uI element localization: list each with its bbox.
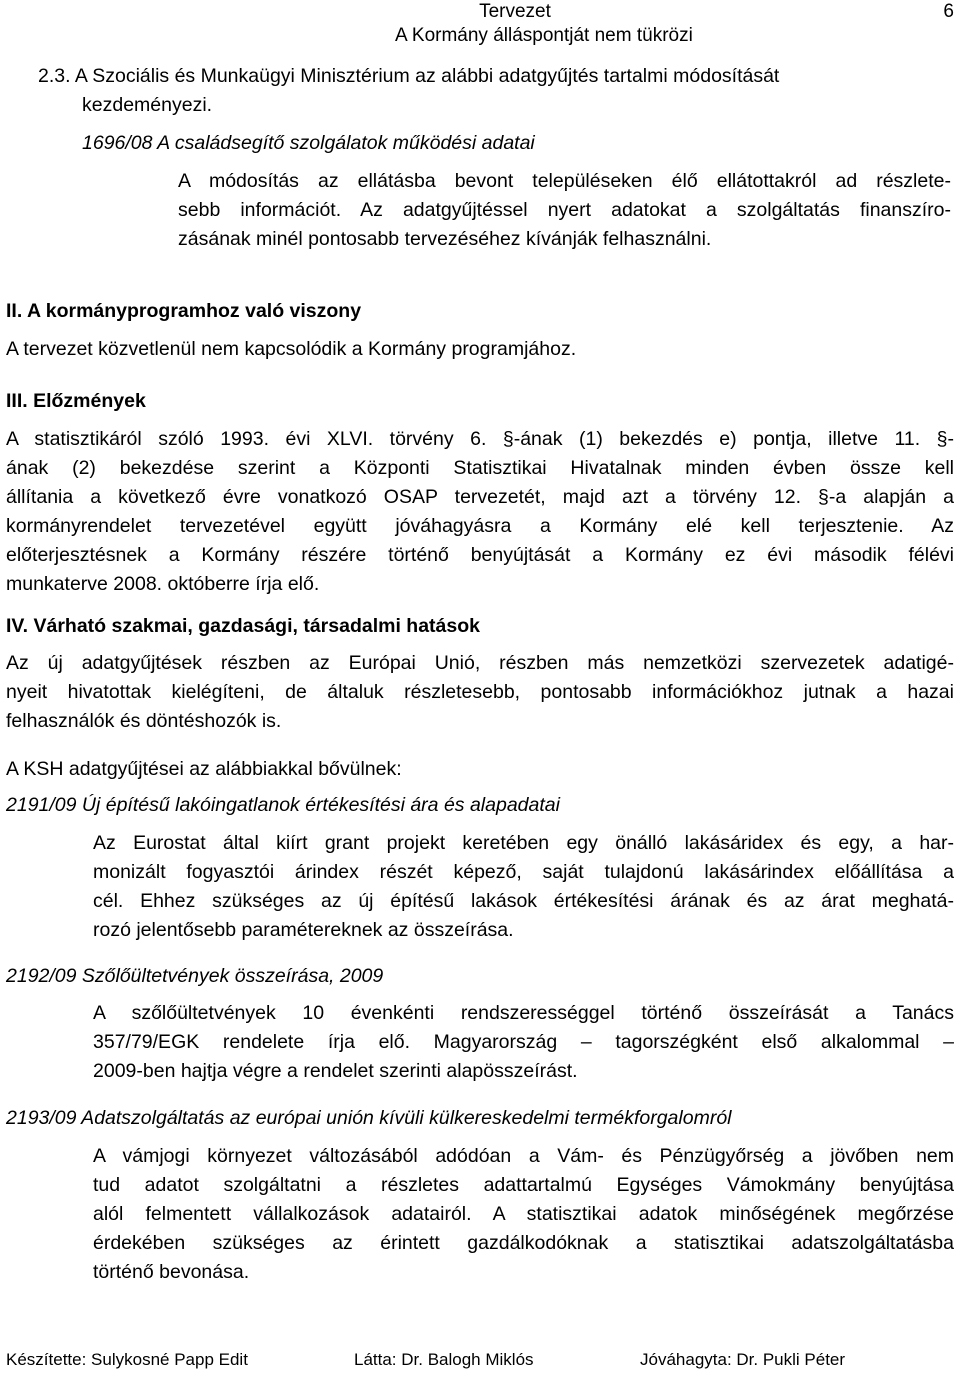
item-2191-body-line: cél. Ehhez szükséges az új építésű lakások értékesítési árának és az árat meghatá- (93, 890, 954, 912)
item-2191-body-line: rozó jelentősebb paramétereknek az összeírása. (93, 919, 514, 941)
item-2193-body-line: alól felmentett vállalkozások adatairól. A statisztikai adatok minőségének megőrzése (93, 1203, 954, 1225)
item-1696-body-line: sebb információt. Az adatgyűjtéssel nyert adatokat a szolgáltatás finanszíro- (178, 199, 951, 221)
section-iii-body-line: kormányrendelet tervezetével együtt jóváhagyásra a Kormány elé kell terjesztenie. Az (6, 515, 954, 537)
section-iii-body-line: munkaterve 2008. októberre írja elő. (6, 573, 320, 595)
ksh-intro-line: A KSH adatgyűjtései az alábbiakkal bővülnek: (6, 758, 402, 780)
section-iv-body-line: felhasználók és döntéshozók is. (6, 710, 282, 732)
section-ii-text: A tervezet közvetlenül nem kapcsolódik a Kormány programjához. (6, 338, 577, 360)
section-iii-body-line: ának (2) bekezdése szerint a Központi Statisztikai Hivatalnak minden évben össze kell (6, 457, 954, 479)
section-iv-body-line: Az új adatgyűjtések részben az Európai Unió, részben más nemzetközi szervezetek adatigé- (6, 652, 954, 674)
item-1696-body-line: A módosítás az ellátásba bevont településeken élő ellátottakról ad részlete- (178, 170, 951, 192)
item-2192-title: 2192/09 Szőlőültetvények összeírása, 2009 (6, 965, 384, 987)
page-number: 6 (943, 1, 954, 22)
item-2193-body-line: érdekében szükséges az érintett gazdálkodóknak a statisztikai adatszolgáltatásba (93, 1232, 954, 1254)
item-2191-body-line: Az Eurostat által kiírt grant projekt keretében egy önálló lakásáridex és egy, a har- (93, 832, 954, 854)
footer-reviewed-by: Látta: Dr. Balogh Miklós (354, 1350, 534, 1369)
section-2-3-line2: kezdeményezi. (82, 94, 213, 116)
footer-prepared-by: Készítette: Sulykosné Papp Edit (6, 1350, 248, 1369)
section-2-3-line1: 2.3. A Szociális és Munkaügyi Minisztérium az alábbi adatgyűjtés tartalmi módosítását (38, 65, 780, 87)
section-ii-heading: II. A kormányprogramhoz való viszony (6, 300, 362, 322)
item-2191-title: 2191/09 Új építésű lakóingatlanok értékesítési ára és alapadatai (6, 794, 560, 816)
item-2193-body-line: történő bevonása. (93, 1261, 250, 1283)
item-2192-body-line: 357/79/EGK rendelete írja elő. Magyarország – tagorszégként első alkalommal – (93, 1031, 954, 1053)
header-disclaimer: A Kormány álláspontját nem tükrözi (395, 25, 693, 46)
section-iii-heading: III. Előzmények (6, 390, 146, 412)
item-2193-body-line: tud adatot szolgáltatni a részletes adattartalmú Egységes Vámokmány benyújtása (93, 1174, 954, 1196)
section-iv-heading: IV. Várható szakmai, gazdasági, társadalmi hatások (6, 615, 480, 637)
item-2192-body-line: 2009-ben hajtja végre a rendelet szerinti alapösszeírást. (93, 1060, 578, 1082)
section-iii-body-line: előterjesztésnek a Kormány részére történő benyújtását a Kormány ez évi második félévi (6, 544, 954, 566)
item-2192-body-line: A szőlőültetvények 10 évenkénti rendszerességgel történő összeírását a Tanács (93, 1002, 954, 1024)
item-2191-body-line: monizált fogyasztói árindex részét képező, saját tulajdonú lakásárindex előállítása a (93, 861, 954, 883)
section-iii-body-line: állítania a következő évre vonatkozó OSAP tervezetét, majd azt a törvény 12. §-a alapján a (6, 486, 954, 508)
item-2193-title: 2193/09 Adatszolgáltatás az európai unión kívüli külkereskedelmi termékforgalomról (6, 1107, 732, 1129)
item-1696-body-line: zásának minél pontosabb tervezéséhez kívánják felhasználni. (178, 228, 712, 250)
item-1696-title: 1696/08 A családsegítő szolgálatok működési adatai (82, 132, 535, 154)
footer-approved-by: Jóváhagyta: Dr. Pukli Péter (640, 1350, 846, 1369)
header-draft-label: Tervezet (479, 1, 551, 22)
item-2193-body-line: A vámjogi környezet változásából adódóan a Vám- és Pénzügyőrség a jövőben nem (93, 1145, 954, 1167)
section-iii-body-line: A statisztikáról szóló 1993. évi XLVI. törvény 6. §-ának (1) bekezdés e) pontja, illetve 11. §- (6, 428, 954, 450)
section-iv-body-line: nyeit hivatottak kielégíteni, de általuk részletesebb, pontosabb információkhoz jutnak a hazai (6, 681, 954, 703)
